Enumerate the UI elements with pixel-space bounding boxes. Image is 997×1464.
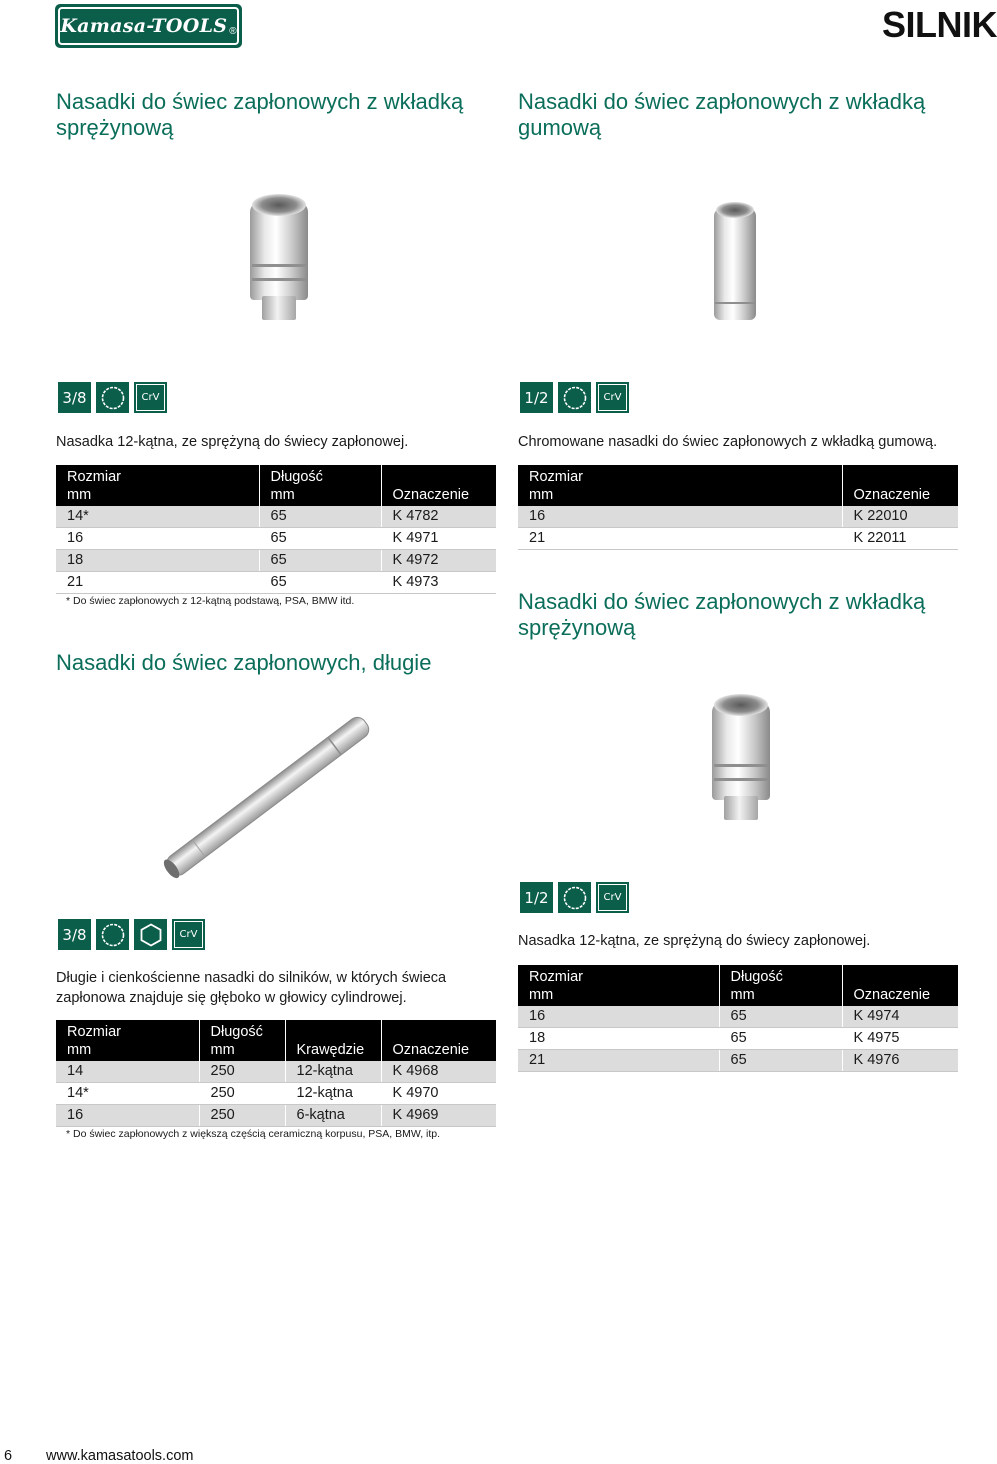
- long-footnote: * Do świec zapłonowych z większą częścią ceramiczną korpusu, PSA, BMW, itp.: [66, 1128, 441, 1140]
- col-code: Oznaczenie: [842, 465, 958, 506]
- drive-size-badge: 3/8: [58, 382, 91, 413]
- material-badge: CrV: [596, 882, 629, 913]
- table-row: 21 65 K 4976: [518, 1050, 958, 1072]
- spring2-socket-image: [712, 694, 774, 826]
- rubber-description: Chromowane nasadki do świec zapłonowych z wkładką gumową.: [518, 434, 938, 450]
- spring2-heading: Nasadki do świec zapłonowych z wkładką sprężynową: [518, 589, 926, 640]
- col-code: Oznaczenie: [842, 965, 958, 1006]
- long-badges: [58, 919, 205, 950]
- material-badge: CrV: [596, 382, 629, 413]
- table-row: 16 250 6-kątna K 4969: [56, 1105, 496, 1127]
- table-row: 16 K 22010: [518, 506, 958, 528]
- col-size: Rozmiar mm: [56, 1020, 199, 1061]
- spring-heading: Nasadki do świec zapłonowych z wkładką sprężynową: [56, 89, 464, 140]
- spring2-badges: [520, 882, 629, 913]
- material-badge: CrV: [134, 382, 167, 413]
- table-row: 14* 250 12-kątna K 4970: [56, 1083, 496, 1105]
- rubber-heading: Nasadki do świec zapłonowych z wkładką gumową: [518, 89, 926, 140]
- drive-size-badge: 1/2: [520, 882, 553, 913]
- table-row: 21 65 K 4973: [56, 572, 496, 594]
- long-heading: Nasadki do świec zapłonowych, długie: [56, 650, 432, 675]
- spring-footnote: * Do świec zapłonowych z 12-kątną podstawą, PSA, BMW itd.: [66, 595, 355, 607]
- col-length: Długość mm: [199, 1020, 285, 1061]
- col-code: Oznaczenie: [381, 465, 496, 506]
- long-table: [56, 1020, 496, 1127]
- drive-size-badge: 1/2: [520, 382, 553, 413]
- rubber-table: [518, 465, 958, 550]
- spring-description: Nasadka 12-kątna, ze sprężyną do świecy zapłonowej.: [56, 434, 409, 450]
- six-point-icon: [134, 919, 167, 950]
- long-socket-image: [150, 712, 390, 892]
- twelve-point-icon: [558, 882, 591, 913]
- page-number: 6: [4, 1448, 13, 1464]
- col-size: Rozmiar mm: [518, 465, 842, 506]
- spring-badges: [58, 382, 167, 413]
- drive-size-badge: 3/8: [58, 919, 91, 950]
- spring2-description: Nasadka 12-kątna, ze sprężyną do świecy zapłonowej.: [518, 933, 871, 949]
- spring2-table: [518, 965, 958, 1072]
- rubber-socket-image: [714, 202, 758, 324]
- table-row: 16 65 K 4971: [56, 528, 496, 550]
- brand-logo: [55, 4, 242, 48]
- table-row: 21 K 22011: [518, 528, 958, 550]
- col-size: Rozmiar mm: [56, 465, 259, 506]
- col-length: Długość mm: [719, 965, 842, 1006]
- long-description: Długie i cienkościenne nasadki do silników, w których świeca zapłonowa znajduje się głęboko w głowicy cylindrowej.: [56, 970, 447, 1006]
- table-row: 14 250 12-kątna K 4968: [56, 1061, 496, 1083]
- col-edges: Krawędzie: [285, 1020, 381, 1061]
- twelve-point-icon: [96, 919, 129, 950]
- col-code: Oznaczenie: [381, 1020, 496, 1061]
- material-badge: CrV: [172, 919, 205, 950]
- section-title: SILNIK: [882, 4, 997, 45]
- rubber-badges: [520, 382, 629, 413]
- spring-socket-image: [250, 194, 312, 326]
- table-row: 14* 65 K 4782: [56, 506, 496, 528]
- twelve-point-icon: [96, 382, 129, 413]
- twelve-point-icon: [558, 382, 591, 413]
- col-size: Rozmiar mm: [518, 965, 719, 1006]
- spring-table: [56, 465, 496, 594]
- table-row: 18 65 K 4975: [518, 1028, 958, 1050]
- table-row: 16 65 K 4974: [518, 1006, 958, 1028]
- col-length: Długość mm: [259, 465, 381, 506]
- table-row: 18 65 K 4972: [56, 550, 496, 572]
- logo-registered-mark: ®: [229, 25, 237, 37]
- logo-text: Kamasa-TOOLS: [60, 15, 228, 37]
- website-link[interactable]: www.kamasatools.com: [46, 1448, 194, 1464]
